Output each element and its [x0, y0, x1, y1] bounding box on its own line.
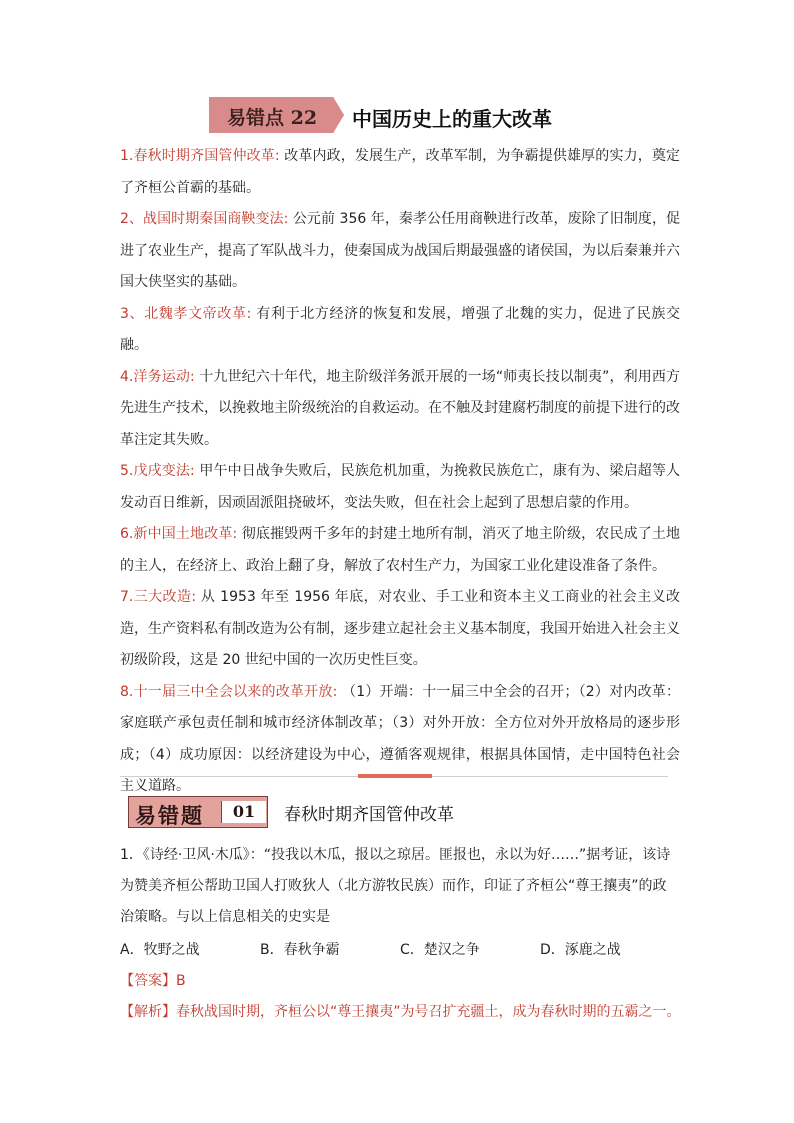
point-lead: 3、北魏孝文帝改革:: [120, 305, 252, 322]
option-b: B．春秋争霸: [260, 942, 340, 958]
option-c: C．楚汉之争: [400, 942, 480, 958]
point-1: [120, 141, 680, 204]
point-5: [120, 456, 680, 519]
point-7: [120, 582, 680, 677]
point-8: [120, 677, 680, 803]
point-text: 有利于北方经济的恢复和发展，增强了北魏的实力，促进了民族交融。: [120, 305, 681, 353]
point-lead: 4.洋务运动:: [120, 368, 195, 385]
point-text: 十九世纪六十年代，地主阶级洋务派开展的一场“师夷长技以制夷”，利用西方先进生产技术，以挽救地主阶级统治的自救运动。在不触及封建腐朽制度的前提下进行的改革注定其失败。: [120, 368, 680, 448]
answer: 【答案】B: [120, 973, 186, 989]
question-label: 易错题: [135, 803, 204, 828]
point-2: [120, 204, 680, 299]
point-4: [120, 362, 680, 457]
question-title: 春秋时期齐国管仲改革: [284, 805, 454, 825]
question-header: [128, 796, 608, 828]
divider-accent: [358, 774, 432, 778]
analysis: 【解析】春秋战国时期，齐桓公以“尊王攘夷”为号召扩充疆土，成为春秋时期的五霸之一。: [120, 1004, 681, 1020]
option-d: D．涿鹿之战: [540, 942, 621, 958]
point-text: 改革内政，发展生产，改革军制，为争霸提供雄厚的实力，奠定了齐桓公首霸的基础。: [120, 148, 680, 196]
section-tag: 易错点 22: [227, 107, 318, 129]
point-lead: 7.三大改造:: [120, 589, 197, 605]
question-number: 01: [221, 801, 266, 823]
point-text: （1）开端：十一届三中全会的召开；（2）对内改革：家庭联产承包责任制和城市经济体制改革；（3）对外开放：全方位对外开放格局的逐步形成；（4）成功原因：以经济建设为中心，遵循客观规律，根据具体国情，走中国特色社会主义道路。: [120, 683, 681, 794]
point-lead: 5.戊戌变法:: [120, 463, 195, 479]
section-header: [209, 97, 609, 133]
point-lead: 2、战国时期秦国商鞅变法:: [120, 211, 289, 227]
point-text: 从 1953 年至 1956 年底，对农业、手工业和资本主义工商业的社会主义改造，生产资料私有制改造为公有制，逐步建立起社会主义基本制度，我国开始进入社会主义初级阶段，这是 20 世纪中国的一次历史性巨变。: [120, 589, 680, 668]
point-lead: 6.新中国土地改革:: [120, 526, 238, 542]
point-3: [120, 299, 680, 362]
point-lead: 1.春秋时期齐国管仲改革:: [120, 148, 280, 164]
option-list: [120, 935, 680, 966]
question-block: [120, 840, 680, 1028]
page-title: 中国历史上的重大改革: [352, 107, 552, 131]
point-text: 公元前 356 年，秦孝公任用商鞅进行改革，废除了旧制度，促进了农业生产，提高了军队战斗力，使秦国成为战国后期最强盛的诸侯国，为以后秦兼并六国大侠坚实的基础。: [120, 211, 681, 290]
point-6: [120, 519, 680, 582]
point-lead: 8.十一届三中全会以来的改革开放:: [120, 683, 338, 700]
point-text: 甲午中日战争失败后，民族危机加重，为挽救民族危亡，康有为、梁启超等人发动百日维新，因顽固派阻挠破坏，变法失败，但在社会上起到了思想启蒙的作用。: [120, 463, 680, 511]
question-text: 1．《诗经·卫风·木瓜》：“投我以木瓜，报以之琼居。匪报也，永以为好……”据考证，该诗为赞美齐桓公帮助卫国人打败狄人（北方游牧民族）而作，印证了齐桓公“尊王攘夷”的政治策略。与以上信息相关的史实是: [120, 847, 671, 925]
point-text: 彻底摧毁两千多年的封建土地所有制，消灭了地主阶级，农民成了土地的主人，在经济上、政治上翻了身，解放了农村生产力，为国家工业化建设准备了条件。: [120, 526, 680, 574]
knowledge-points: [120, 141, 680, 803]
option-a: A．牧野之战: [120, 942, 200, 958]
question-label-box: [128, 796, 268, 828]
